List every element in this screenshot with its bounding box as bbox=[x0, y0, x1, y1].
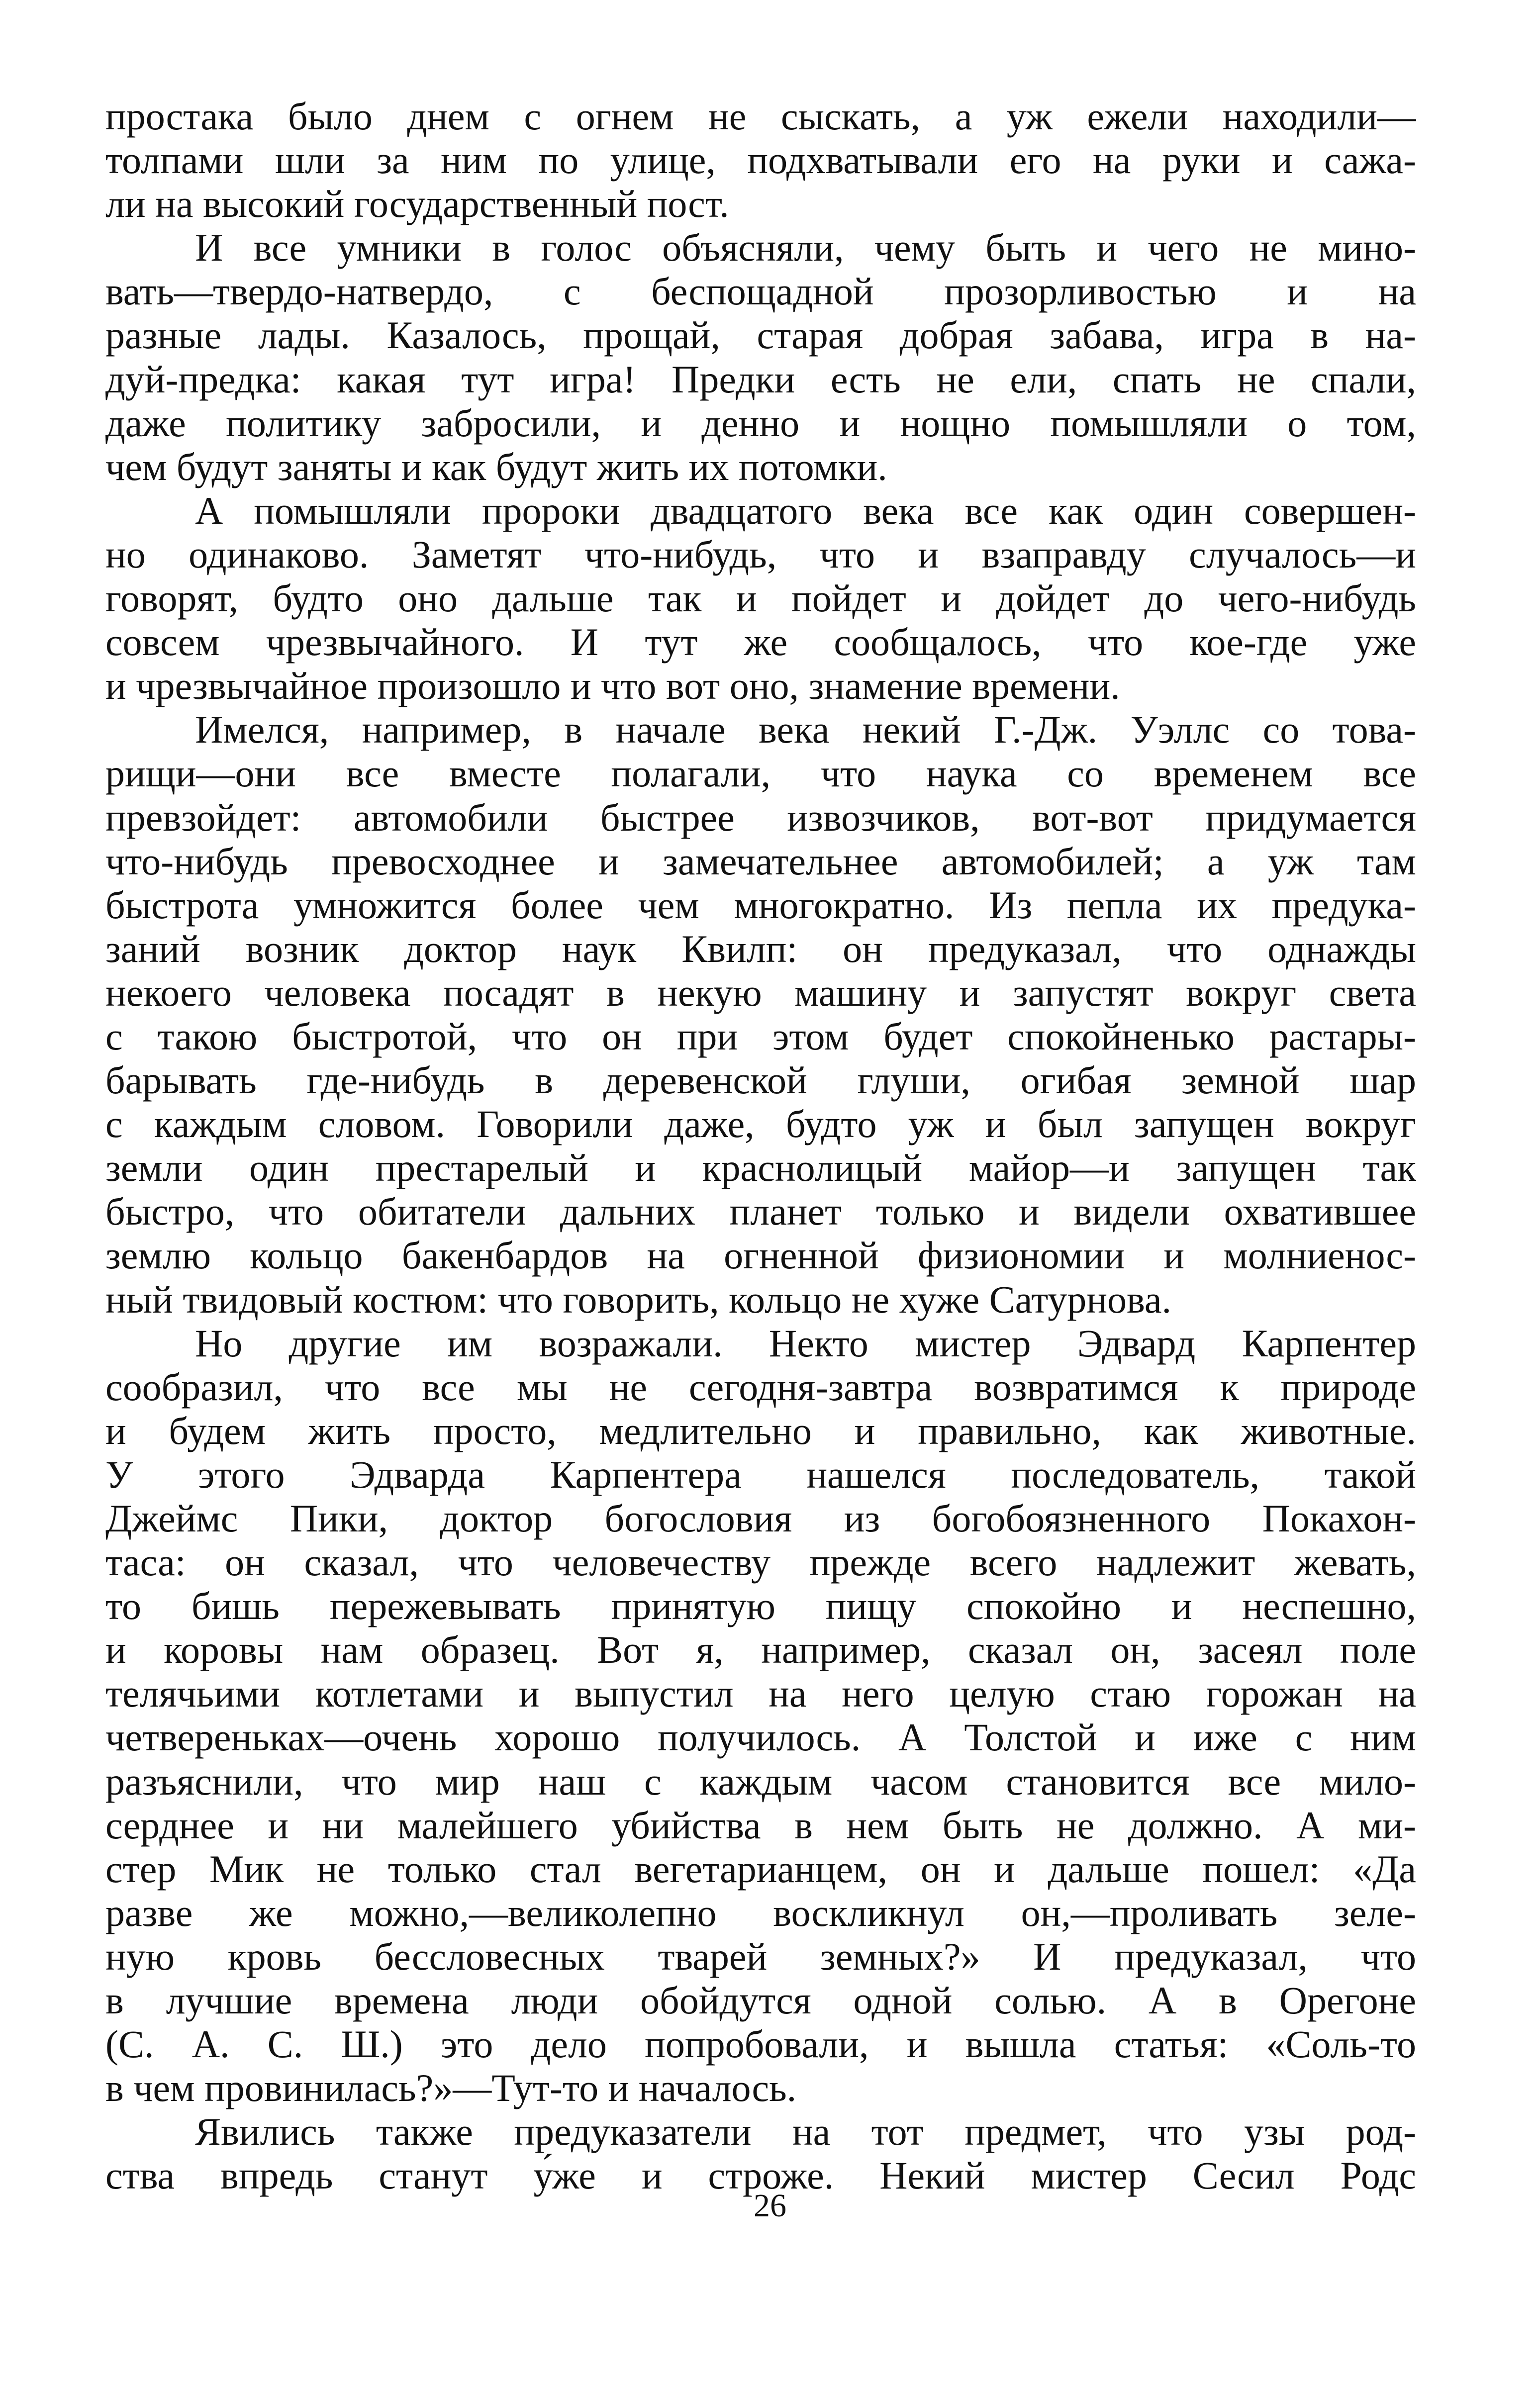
text-line: У этого Эдварда Карпентера нашелся последователь, такой bbox=[105, 1452, 1416, 1496]
text-line: превзойдет: автомобили быстрее извозчиков, вот-вот придумается bbox=[105, 795, 1416, 839]
text-line: разве же можно,—великолепно воскликнул он,—проливать зеле- bbox=[105, 1891, 1416, 1934]
text-line: с каждым словом. Говорили даже, будто уж и был запущен вокруг bbox=[105, 1102, 1416, 1146]
text-line: некоего человека посадят в некую машину и запустят вокруг света bbox=[105, 970, 1416, 1014]
text-line: разные лады. Казалось, прощай, старая добрая забава, игра в на- bbox=[105, 313, 1416, 357]
text-line: А помышляли пророки двадцатого века все как один совершен- bbox=[195, 488, 1416, 532]
text-line: даже политику забросили, и денно и нощно помышляли о том, bbox=[105, 401, 1416, 445]
body-text bbox=[105, 95, 1416, 2198]
text-line: таса: он сказал, что человечеству прежде всего надлежит жевать, bbox=[105, 1540, 1416, 1584]
text-line: Джеймс Пики, доктор богословия из богобоязненного Покахон- bbox=[105, 1497, 1416, 1540]
text-line: ли на высокий государственный пост. bbox=[105, 182, 729, 226]
text-line: Но другие им возражали. Некто мистер Эдвард Карпентер bbox=[195, 1321, 1416, 1365]
text-line: простака было днем с огнем не сыскать, а уж ежели находили— bbox=[105, 95, 1416, 138]
text-line: толпами шли за ним по улице, подхватывали его на руки и сажа- bbox=[105, 138, 1416, 182]
text-line: вать—твердо-натвердо, с беспощадной прозорливостью и на bbox=[105, 270, 1416, 313]
text-line: ный твидовый костюм: что говорить, кольцо не хуже Сатурнова. bbox=[105, 1277, 1171, 1321]
text-line: и чрезвычайное произошло и что вот оно, знамение времени. bbox=[105, 664, 1120, 708]
text-line: рищи—они все вместе полагали, что наука со временем все bbox=[105, 752, 1416, 795]
text-line: в лучшие времена люди обойдутся одной солью. А в Орегоне bbox=[105, 1979, 1416, 2022]
text-line: в чем провинилась?»—Тут-то и началось. bbox=[105, 2066, 797, 2110]
text-line: Имелся, например, в начале века некий Г.-Дж. Уэллс со това- bbox=[195, 708, 1416, 752]
page-number: 26 bbox=[754, 2188, 786, 2224]
text-line: и будем жить просто, медлительно и правильно, как животные. bbox=[105, 1409, 1416, 1452]
text-line: заний возник доктор наук Квилп: он предуказал, что однажды bbox=[105, 927, 1416, 970]
text-line: сообразил, что все мы не сегодня-завтра возвратимся к природе bbox=[105, 1365, 1416, 1409]
text-line: и коровы нам образец. Вот я, например, сказал он, засеял поле bbox=[105, 1628, 1416, 1672]
text-line: ную кровь бессловесных тварей земных?» И предуказал, что bbox=[105, 1934, 1416, 1978]
text-line: чем будут заняты и как будут жить их потомки. bbox=[105, 445, 887, 488]
text-line: с такою быстротой, что он при этом будет спокойненько растары- bbox=[105, 1014, 1416, 1058]
text-line: земли один престарелый и краснолицый майор—и запущен так bbox=[105, 1146, 1416, 1190]
text-line: разъяснили, что мир наш с каждым часом становится все мило- bbox=[105, 1759, 1416, 1803]
text-line: совсем чрезвычайного. И тут же сообщалось, что кое-где уже bbox=[105, 620, 1416, 664]
text-line: что-нибудь превосходнее и замечательнее автомобилей; а уж там bbox=[105, 839, 1416, 883]
text-line: четвереньках—очень хорошо получилось. А Толстой и иже с ним bbox=[105, 1715, 1416, 1759]
text-line: землю кольцо бакенбардов на огненной физиономии и молниенос- bbox=[105, 1234, 1416, 1277]
text-line: быстрота умножится более чем многократно. Из пепла их предука- bbox=[105, 883, 1416, 927]
text-line: говорят, будто оно дальше так и пойдет и дойдет до чего-нибудь bbox=[105, 576, 1416, 620]
text-line: Явились также предуказатели на тот предмет, что узы род- bbox=[195, 2110, 1416, 2154]
text-line: но одинаково. Заметят что-нибудь, что и взаправду случалось—и bbox=[105, 532, 1416, 576]
text-line: ства впредь станут у́же и строже. Некий мистер Сесил Родс bbox=[105, 2154, 1416, 2197]
text-line: И все умники в голос объясняли, чему быть и чего не мино- bbox=[195, 226, 1416, 270]
text-line: стер Мик не только стал вегетарианцем, он и дальше пошел: «Да bbox=[105, 1847, 1416, 1891]
text-line: (С. А. С. Ш.) это дело попробовали, и вышла статья: «Соль-то bbox=[105, 2022, 1416, 2066]
text-line: барывать где-нибудь в деревенской глуши, огибая земной шар bbox=[105, 1058, 1416, 1102]
text-line: телячьими котлетами и выпустил на него целую стаю горожан на bbox=[105, 1672, 1416, 1715]
text-line: быстро, что обитатели дальних планет только и видели охватившее bbox=[105, 1190, 1416, 1234]
text-line: то бишь пережевывать принятую пищу спокойно и неспешно, bbox=[105, 1584, 1416, 1628]
text-line: серднее и ни малейшего убийства в нем быть не должно. А ми- bbox=[105, 1803, 1416, 1847]
text-line: дуй-предка: какая тут игра! Предки есть не ели, спать не спали, bbox=[105, 357, 1416, 401]
